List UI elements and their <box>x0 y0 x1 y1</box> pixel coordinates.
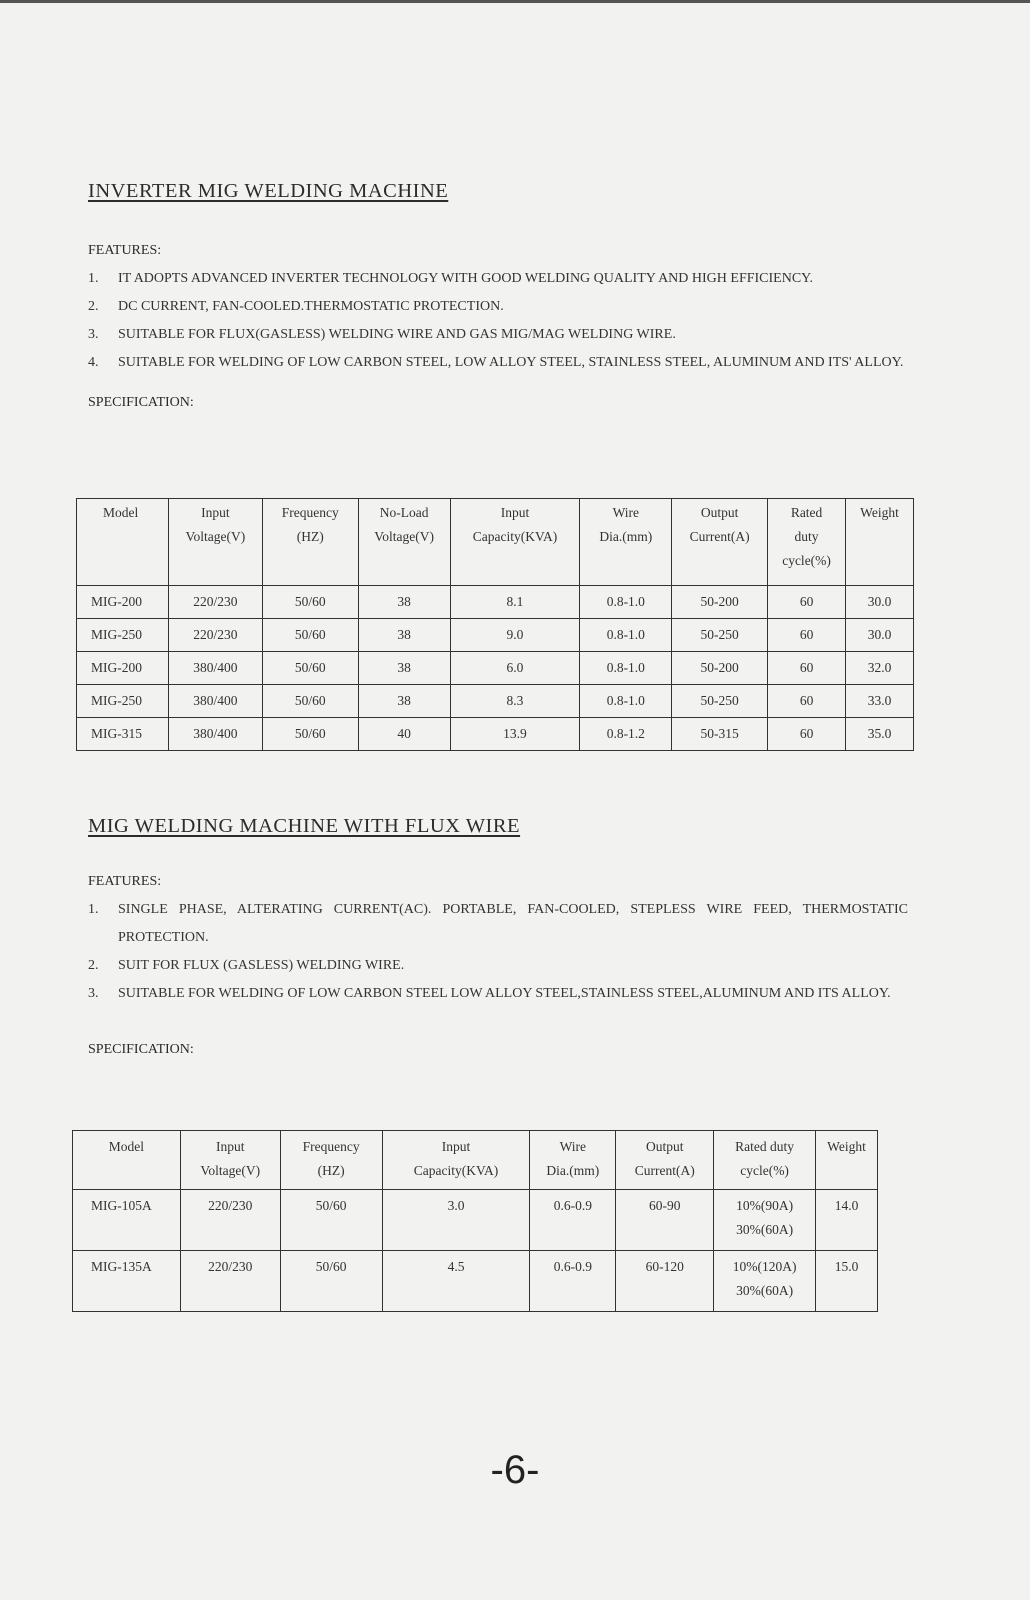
feature-number: 3. <box>88 327 99 342</box>
column-header: Input Capacity(KVA) <box>382 1131 530 1190</box>
table-cell: MIG-135A <box>73 1251 181 1312</box>
table-cell: 60 <box>768 652 846 685</box>
table-cell: 30.0 <box>846 586 914 619</box>
table-row <box>77 685 914 718</box>
flux-wire-mig-section <box>88 815 908 1058</box>
table-cell: 0.8-1.0 <box>580 586 672 619</box>
table-cell: 60 <box>768 586 846 619</box>
table-cell: 380/400 <box>168 652 262 685</box>
table-cell: 50-200 <box>672 586 768 619</box>
table-cell: 220/230 <box>180 1251 280 1312</box>
table-cell: 50/60 <box>262 652 358 685</box>
table-cell: 38 <box>358 586 450 619</box>
table-cell: 60 <box>768 718 846 751</box>
table-cell: 10%(90A) 30%(60A) <box>714 1190 816 1251</box>
specification-label: SPECIFICATION: <box>88 395 194 410</box>
table-cell: 14.0 <box>816 1190 878 1251</box>
table-cell: 32.0 <box>846 652 914 685</box>
table-cell: 50/60 <box>280 1251 382 1312</box>
table-cell: 60-90 <box>616 1190 714 1251</box>
table-cell: 8.3 <box>450 685 580 718</box>
table-header-row <box>77 499 914 586</box>
table-cell: 35.0 <box>846 718 914 751</box>
column-header: Weight <box>816 1131 878 1190</box>
feature-item <box>88 265 908 293</box>
column-header: Wire Dia.(mm) <box>580 499 672 586</box>
feature-number: 1. <box>88 902 99 917</box>
column-header: Wire Dia.(mm) <box>530 1131 616 1190</box>
feature-number: 4. <box>88 355 99 370</box>
table-cell: MIG-250 <box>77 685 169 718</box>
table-cell: 33.0 <box>846 685 914 718</box>
table-cell: 0.8-1.0 <box>580 685 672 718</box>
feature-text: SUIT FOR FLUX (GASLESS) WELDING WIRE. <box>118 958 405 973</box>
table-cell: 50-200 <box>672 652 768 685</box>
column-header: Model <box>77 499 169 586</box>
column-header: Model <box>73 1131 181 1190</box>
table-cell: 13.9 <box>450 718 580 751</box>
column-header: Input Capacity(KVA) <box>450 499 580 586</box>
table-row <box>77 652 914 685</box>
table-cell: 50-315 <box>672 718 768 751</box>
section-title: MIG WELDING MACHINE WITH FLUX WIRE <box>88 815 521 837</box>
feature-item <box>88 293 908 321</box>
table-cell: 50/60 <box>262 586 358 619</box>
features-list <box>88 896 908 1008</box>
table-cell: 380/400 <box>168 718 262 751</box>
feature-text: IT ADOPTS ADVANCED INVERTER TECHNOLOGY WITH GOOD WELDING QUALITY AND HIGH EFFICIENCY. <box>118 271 813 286</box>
table-cell: 0.8-1.0 <box>580 652 672 685</box>
table-cell: 60 <box>768 685 846 718</box>
table-cell: MIG-250 <box>77 619 169 652</box>
table-row <box>73 1190 878 1251</box>
feature-text: SUITABLE FOR WELDING OF LOW CARBON STEEL LOW ALLOY STEEL,STAINLESS STEEL,ALUMINUM AND ITS ALLOY. <box>118 986 891 1001</box>
table-row <box>77 718 914 751</box>
section-title: INVERTER MIG WELDING MACHINE <box>88 180 449 202</box>
table-cell: 0.6-0.9 <box>530 1251 616 1312</box>
column-header: Output Current(A) <box>616 1131 714 1190</box>
feature-number: 2. <box>88 299 99 314</box>
column-header: Rated duty cycle(%) <box>768 499 846 586</box>
table-cell: 38 <box>358 685 450 718</box>
table-cell: 50/60 <box>262 718 358 751</box>
table-cell: 220/230 <box>180 1190 280 1251</box>
column-header: Input Voltage(V) <box>180 1131 280 1190</box>
features-label: FEATURES: <box>88 874 162 889</box>
inverter-mig-spec-table <box>76 498 914 751</box>
column-header: Frequency (HZ) <box>280 1131 382 1190</box>
table-cell: 6.0 <box>450 652 580 685</box>
features-list <box>88 265 908 377</box>
table-cell: 0.6-0.9 <box>530 1190 616 1251</box>
page-number: -6- <box>490 1448 540 1492</box>
inverter-mig-section <box>88 180 908 411</box>
table-cell: 220/230 <box>168 619 262 652</box>
feature-text: SINGLE PHASE, ALTERATING CURRENT(AC). PORTABLE, FAN-COOLED, STEPLESS WIRE FEED, THERMOSTATIC PROTECTION. <box>118 902 908 945</box>
table-cell: 380/400 <box>168 685 262 718</box>
feature-number: 2. <box>88 958 99 973</box>
feature-item <box>88 980 908 1008</box>
table-cell: 9.0 <box>450 619 580 652</box>
column-header: No-Load Voltage(V) <box>358 499 450 586</box>
table-cell: 0.8-1.0 <box>580 619 672 652</box>
table-cell: MIG-105A <box>73 1190 181 1251</box>
table-cell: 40 <box>358 718 450 751</box>
table-cell: MIG-200 <box>77 652 169 685</box>
table-cell: 15.0 <box>816 1251 878 1312</box>
table-cell: 50-250 <box>672 619 768 652</box>
table-cell: 3.0 <box>382 1190 530 1251</box>
table-cell: 10%(120A) 30%(60A) <box>714 1251 816 1312</box>
table-row <box>73 1251 878 1312</box>
feature-number: 3. <box>88 986 99 1001</box>
table-cell: 60 <box>768 619 846 652</box>
table-cell: MIG-315 <box>77 718 169 751</box>
column-header: Output Current(A) <box>672 499 768 586</box>
feature-number: 1. <box>88 271 99 286</box>
feature-text: DC CURRENT, FAN-COOLED.THERMOSTATIC PROTECTION. <box>118 299 504 314</box>
table-cell: 50/60 <box>280 1190 382 1251</box>
top-rule <box>0 0 1030 3</box>
feature-text: SUITABLE FOR FLUX(GASLESS) WELDING WIRE AND GAS MIG/MAG WELDING WIRE. <box>118 327 676 342</box>
column-header: Weight <box>846 499 914 586</box>
feature-item <box>88 952 908 980</box>
table-header-row <box>73 1131 878 1190</box>
features-label: FEATURES: <box>88 243 162 258</box>
table-cell: 50/60 <box>262 685 358 718</box>
table-row <box>77 619 914 652</box>
feature-item <box>88 896 908 952</box>
table-cell: 38 <box>358 619 450 652</box>
table-cell: MIG-200 <box>77 586 169 619</box>
feature-text: SUITABLE FOR WELDING OF LOW CARBON STEEL, LOW ALLOY STEEL, STAINLESS STEEL, ALUMINUM AND ITS' ALLOY. <box>118 355 904 370</box>
table-cell: 60-120 <box>616 1251 714 1312</box>
table-cell: 220/230 <box>168 586 262 619</box>
column-header: Input Voltage(V) <box>168 499 262 586</box>
column-header: Rated duty cycle(%) <box>714 1131 816 1190</box>
column-header: Frequency (HZ) <box>262 499 358 586</box>
table-cell: 4.5 <box>382 1251 530 1312</box>
table-cell: 38 <box>358 652 450 685</box>
table-cell: 50-250 <box>672 685 768 718</box>
table-row <box>77 586 914 619</box>
table-cell: 8.1 <box>450 586 580 619</box>
table-cell: 50/60 <box>262 619 358 652</box>
table-cell: 0.8-1.2 <box>580 718 672 751</box>
flux-wire-mig-spec-table <box>72 1130 878 1312</box>
table-cell: 30.0 <box>846 619 914 652</box>
feature-item <box>88 349 908 377</box>
specification-label: SPECIFICATION: <box>88 1042 194 1057</box>
feature-item <box>88 321 908 349</box>
